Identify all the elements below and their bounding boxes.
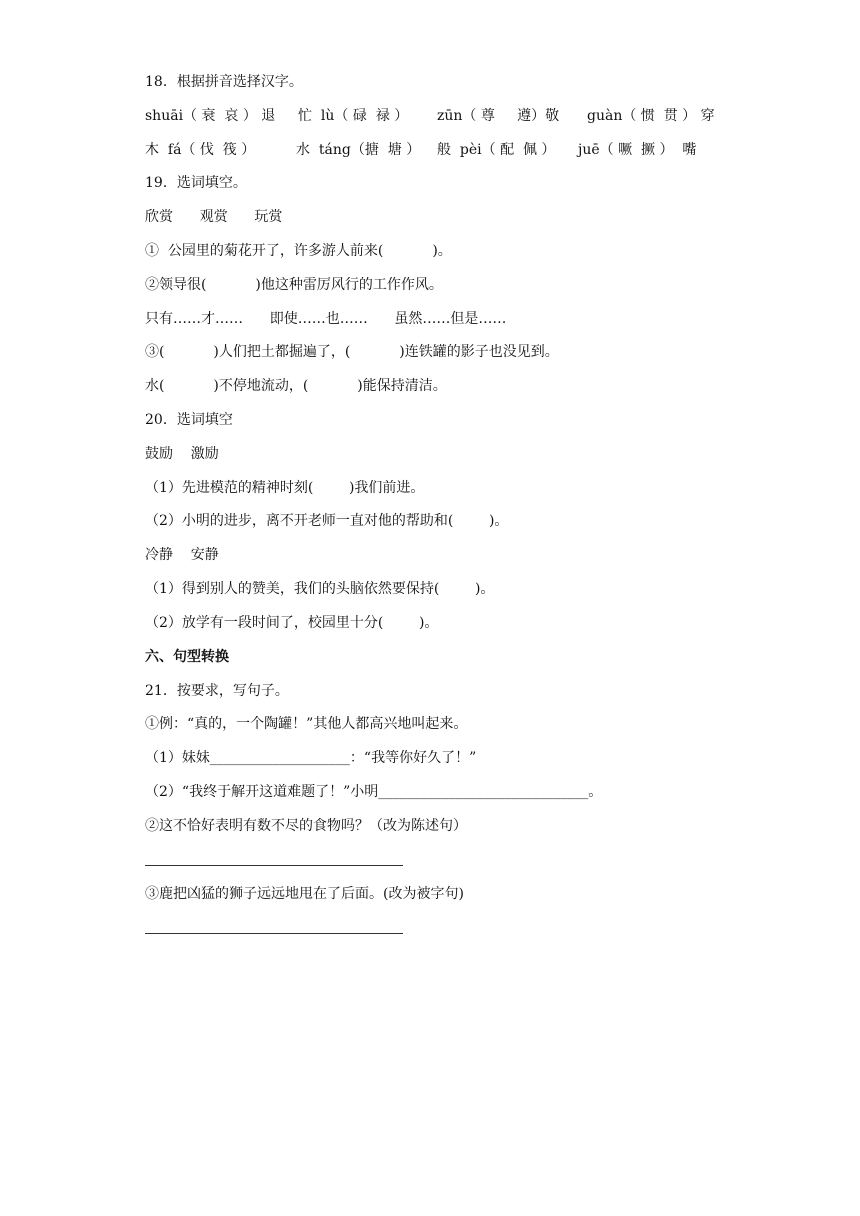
q20-sentence-1: （1）先进模范的精神时刻( )我们前进。: [145, 480, 425, 496]
q20-title: 20．选词填空: [145, 412, 233, 428]
q20-sentence-3: （1）得到别人的赞美，我们的头脑依然要保持( )。: [145, 581, 495, 597]
q20-sentence-4: （2）放学有一段时间了，校园里十分( )。: [145, 615, 439, 631]
q20-sentence-2: （2）小明的进步，离不开老师一直对他的帮助和( )。: [145, 513, 509, 529]
q18-item-7: 般 pèi（ 配 佩 ）: [437, 142, 556, 158]
q18-title: 18．根据拼音选择汉字。: [145, 74, 303, 90]
section-heading: 六、句型转换: [145, 649, 229, 665]
q18-item-2: 忙 lù（ 碌 禄 ）: [298, 108, 409, 124]
q21-sentence-3: ②这不恰好表明有数不尽的食物吗？（改为陈述句）: [145, 818, 467, 834]
q18-item-4: guàn（ 惯 贯 ） 穿: [587, 108, 715, 124]
q18-item-5: 木 fá（ 伐 筏 ）: [145, 142, 256, 158]
q19-word-bank-1: 欣赏 观赏 玩赏: [145, 209, 283, 225]
q20-word-bank-2: 冷静 安静: [145, 547, 219, 563]
q21-sentence-2: （2）“我终于解开这道难题了！”小明______________________________。: [145, 784, 603, 800]
q21-title: 21．按要求，写句子。: [145, 683, 289, 699]
answer-line-2[interactable]: [145, 933, 403, 934]
q19-title: 19．选词填空。: [145, 175, 247, 191]
q21-sentence-1: （1）妹妹____________________：“我等你好久了！”: [145, 750, 477, 766]
q20-word-bank-1: 鼓励 激励: [145, 446, 219, 462]
answer-line-1[interactable]: [145, 865, 403, 866]
q18-item-6: 水 táng（搪 塘 ）: [296, 142, 421, 158]
q21-sentence-4: ③鹿把凶猛的狮子远远地甩在了后面。(改为被字句): [145, 886, 464, 902]
q18-item-3: zūn（ 尊 遵）敬: [437, 108, 560, 124]
q19-sentence-4: 水( )不停地流动，( )能保持清洁。: [145, 378, 447, 394]
q18-item-1: shuāi（ 衰 哀 ） 退: [145, 108, 276, 124]
q19-sentence-3: ③( )人们把土都掘遍了，( )连铁罐的影子也没见到。: [145, 344, 559, 360]
q19-word-bank-2: 只有……才…… 即使……也…… 虽然……但是……: [145, 311, 507, 327]
q19-sentence-2: ②领导很( )他这种雷厉风行的工作作风。: [145, 277, 443, 293]
q19-sentence-1: ① 公园里的菊花开了，许多游人前来( )。: [145, 243, 452, 259]
q21-example: ①例：“真的，一个陶罐！”其他人都高兴地叫起来。: [145, 716, 468, 732]
q18-item-8: juē（ 噘 撅 ） 嘴: [578, 142, 697, 158]
